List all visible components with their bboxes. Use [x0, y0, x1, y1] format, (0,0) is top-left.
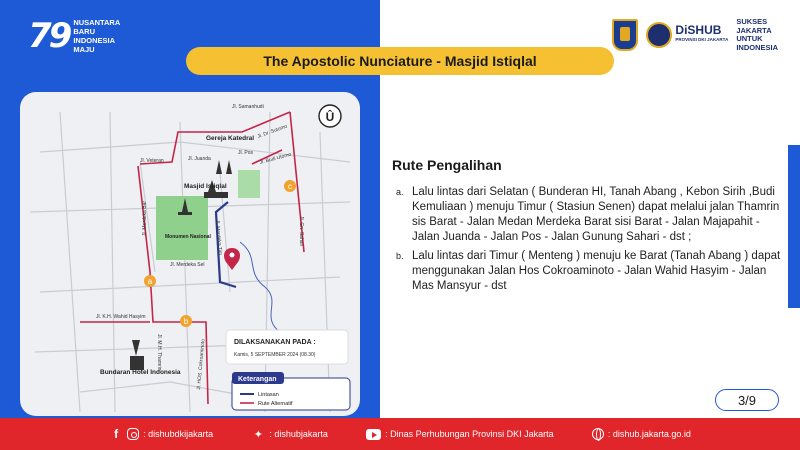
page-title: The Apostolic Nunciature - Masjid Istiqlal: [263, 53, 537, 69]
dki-crest-icon: [612, 19, 638, 51]
marker-b: [180, 315, 192, 327]
map-legend: [232, 372, 350, 410]
right-accent-bar: [788, 145, 800, 308]
destination-pin-icon: [224, 248, 240, 270]
nusantara-logo: [28, 16, 120, 56]
instagram-icon: [127, 428, 139, 440]
footer-social[interactable]: [109, 427, 213, 441]
route-description: [392, 157, 784, 298]
svg-text:a: a: [147, 277, 153, 286]
list-item: [392, 249, 784, 294]
street-merdeka-timur: Jl. Merdeka Tim: [214, 219, 224, 256]
monas-park: [156, 196, 208, 260]
street-sutomo: Jl. Dr. Sutomo: [256, 123, 289, 140]
schedule-date: Kamis, 5 SEPTEMBER 2024 (08.30): [234, 352, 316, 358]
item-label: b.: [396, 251, 404, 261]
katedral-icon: [216, 160, 222, 174]
page-number: 3/9: [715, 389, 779, 411]
footer-social-handle: : dishubdkijakarta: [143, 429, 214, 439]
street-merdeka-barat: Jl. Merdeka Bar: [142, 200, 148, 236]
title-banner: [186, 47, 614, 75]
twitter-icon: ✦: [253, 428, 263, 441]
item-label: a.: [396, 187, 404, 197]
river: [240, 242, 280, 332]
legend-heading: Keterangan: [238, 376, 277, 383]
street-juanda: Jl. Juanda: [188, 156, 211, 162]
dishub-emblem-icon: [646, 22, 672, 48]
label-gereja-katedral: Gereja Katedral: [206, 135, 255, 142]
label-masjid-istiqlal: Masjid Istiqlal: [184, 183, 227, 190]
item-text: Lalu lintas dari Timur ( Menteng ) menuju ke Barat (Tanah Abang ) dapat menggunakan Jalan Hos Cokroaminoto - Jalan Wahid Hasyim - Jalan Mas Mansyur - dst: [412, 250, 781, 292]
street-gn-sahari: Jl. Gn. Sahari: [298, 216, 304, 247]
facebook-icon: f: [114, 427, 119, 441]
legend-alternatif: Rute Alternatif: [258, 401, 293, 407]
svg-text:b: b: [183, 317, 189, 326]
dishub-subtitle: PROVINSI DKI JAKARTA: [675, 37, 729, 42]
sukses-jakarta-logo: SUKSES JAKARTA UNTUK INDONESIA: [736, 17, 778, 52]
dishub-title: DiSHUB: [675, 23, 722, 37]
schedule-box: [226, 330, 348, 364]
street-budi-utomo: Jl. Budi Utomo: [258, 151, 292, 166]
street-samanhudi: Jl. Samanhudi: [232, 104, 264, 110]
street-thamrin: Jl. M.H. Thamrin: [156, 334, 162, 371]
marker-c: [284, 180, 296, 192]
footer-bar: [0, 418, 800, 450]
footer-web-url: : dishub.jakarta.go.id: [607, 429, 691, 439]
compass-icon: [319, 105, 341, 127]
dishub-logo: [646, 22, 728, 48]
map-svg: [20, 92, 360, 416]
section-title: Rute Pengalihan: [392, 157, 502, 173]
legend-lintasan: Lintasan: [258, 392, 279, 398]
marker-a: [144, 275, 156, 287]
street-wahid-hasyim: Jl. K.H. Wahid Hasyim: [96, 314, 146, 320]
svg-text:Û: Û: [325, 110, 335, 124]
footer-web[interactable]: [592, 428, 691, 440]
lapangan-banteng-park: [238, 170, 260, 198]
route-map: [20, 92, 360, 416]
label-monas: Monumen Nasional: [165, 234, 211, 240]
footer-youtube-handle: : Dinas Perhubungan Provinsi DKI Jakarta: [385, 429, 554, 439]
street-merdeka-selatan: Jl. Merdeka Sel: [170, 262, 205, 268]
footer-twitter-handle: : dishubjakarta: [269, 429, 328, 439]
agency-logos: [612, 18, 778, 52]
schedule-heading: DILAKSANAKAN PADA :: [234, 339, 316, 346]
logo-mark: 79: [28, 16, 70, 56]
footer-twitter[interactable]: [251, 427, 328, 441]
list-item: [392, 185, 784, 245]
street-pos: Jl. Pos: [238, 150, 254, 156]
street-veteran: Jl. Veteran: [140, 158, 164, 164]
street-cokroaminoto: Jl. HOS. Cokroaminoto: [196, 338, 207, 391]
youtube-icon: [366, 429, 381, 440]
globe-icon: [592, 428, 604, 440]
svg-text:c: c: [288, 182, 292, 191]
item-text: Lalu lintas dari Selatan ( Bunderan HI, Tanah Abang , Kebon Sirih ,Budi Kemuliaan ) menuju Timur ( Stasiun Senen) dapat melalui jalan Thamrin sis Barat - Jalan Medan Merdeka Barat sisi Barat - Jalan Majapahit - Jalan Juanda - Jalan Pos - Jalan Gunung Sahari - dst ;: [412, 186, 780, 243]
logo-text: NUSANTARA BARU INDONESIA MAJU: [73, 18, 121, 54]
label-bundaran-hi: Bundaran Hotel Indonesia: [100, 369, 181, 376]
footer-youtube[interactable]: [366, 429, 554, 440]
